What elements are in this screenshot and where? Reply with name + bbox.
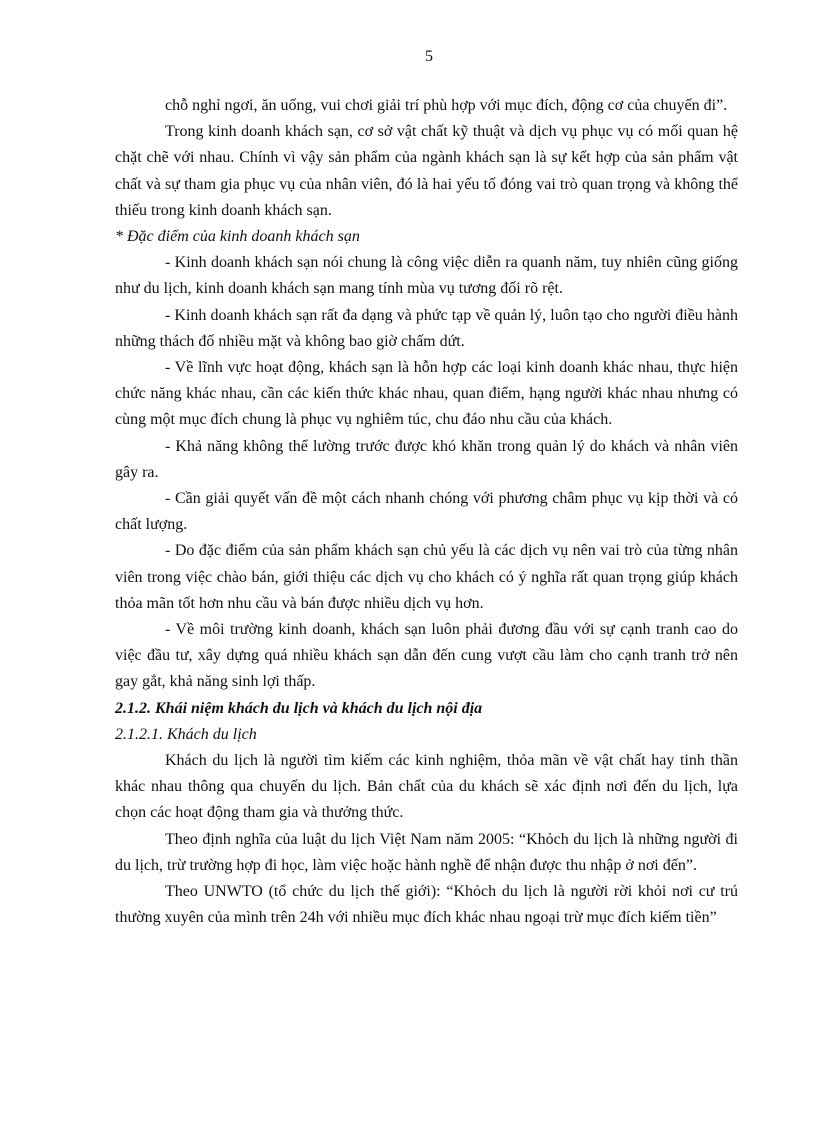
feature-item-competition: - Về môi trường kinh doanh, khách sạn luôn phải đương đầu với sự cạnh tranh cao do việc đầu tư, xây dựng quá nhiều khách sạn dẫn đến cung vượt cầu làm cho cạnh tranh trở nên gay gắt, khả năng sinh lợi thấp. (115, 621, 738, 691)
feature-item-quick-resolution: - Cần giải quyết vấn đề một cách nhanh chóng với phương châm phục vụ kịp thời và có chất lượng. (115, 490, 738, 534)
paragraph-unwto-definition: Theo UNWTO (tổ chức du lịch thế giới): “Khỏch du lịch là người rời khỏi nơi cư trú thường xuyên của mình trên 24h với nhiều mục đích khác nhau ngoại trừ mục đích kiếm tiền” (115, 883, 738, 927)
heading-hotel-features: * Đặc điểm của kinh doanh khách sạn (115, 228, 360, 246)
feature-item-field-of-operation: - Về lĩnh vực hoạt động, khách sạn là hỗn hợp các loại kinh doanh khác nhau, thực hiện chức năng khác nhau, cần các kiến thức khác nhau, quan điểm, hạng người khác nhau nhưng có cùng một mục đích chung là phục vụ nghiêm túc, chu đáo nhu cầu của khách. (115, 359, 738, 429)
feature-item-staff-role: - Do đặc điểm của sản phẩm khách sạn chủ yếu là các dịch vụ nên vai trò của từng nhân viên trong việc chào bán, giới thiệu các dịch vụ cho khách có ý nghĩa rất quan trọng giúp khách thỏa mãn tốt hơn nhu cầu và bán được nhiều dịch vụ hơn. (115, 542, 738, 612)
section-heading-2-1-2: 2.1.2. Khái niệm khách du lịch và khách du lịch nội địa (115, 699, 483, 717)
paragraph-tourist-definition: Khách du lịch là người tìm kiếm các kinh nghiệm, thỏa mãn về vật chất hay tinh thần khác nhau thông qua chuyến du lịch. Bản chất của du khách sẽ xác định nơi đến du lịch, lựa chọn các hoạt động tham gia và thưởng thức. (115, 752, 738, 822)
feature-item-year-round: - Kinh doanh khách sạn nói chung là công việc diễn ra quanh năm, tuy nhiên cũng giống như du lịch, kinh doanh khách sạn mang tính mùa vụ tương đối rõ rệt. (115, 254, 738, 298)
page-number: 5 (425, 48, 433, 65)
paragraph-hotel-business: Trong kinh doanh khách sạn, cơ sở vật chất kỹ thuật và dịch vụ phục vụ có mối quan hệ chặt chẽ với nhau. Chính vì vậy sản phẩm của ngành khách sạn là sự kết hợp của sản phẩm vật chất và sự tham gia phục vụ của nhân viên, đó là hai yếu tố đóng vai trò quan trọng và không thể thiếu trong kinh doanh khách sạn. (115, 123, 738, 219)
subsection-heading-2-1-2-1: 2.1.2.1. Khách du lịch (115, 725, 257, 743)
document-body (115, 93, 738, 932)
feature-item-management: - Kinh doanh khách sạn rất đa dạng và phức tạp về quản lý, luôn tạo cho người điều hành những thách đố nhiều mặt và không bao giờ chấm dứt. (115, 306, 738, 350)
paragraph-intro-continued: chỗ nghỉ ngơi, ăn uống, vui chơi giải trí phù hợp với mục đích, động cơ của chuyến đi”. (165, 97, 728, 114)
paragraph-vietnam-law-definition: Theo định nghĩa của luật du lịch Việt Nam năm 2005: “Khỏch du lịch là những người đi du lịch, trừ trường hợp đi học, làm việc hoặc hành nghề để nhận được thu nhập ở nơi đến”. (115, 830, 738, 874)
feature-item-unpredictable: - Khả năng không thể lường trước được khó khăn trong quản lý do khách và nhân viên gây ra. (115, 437, 738, 481)
